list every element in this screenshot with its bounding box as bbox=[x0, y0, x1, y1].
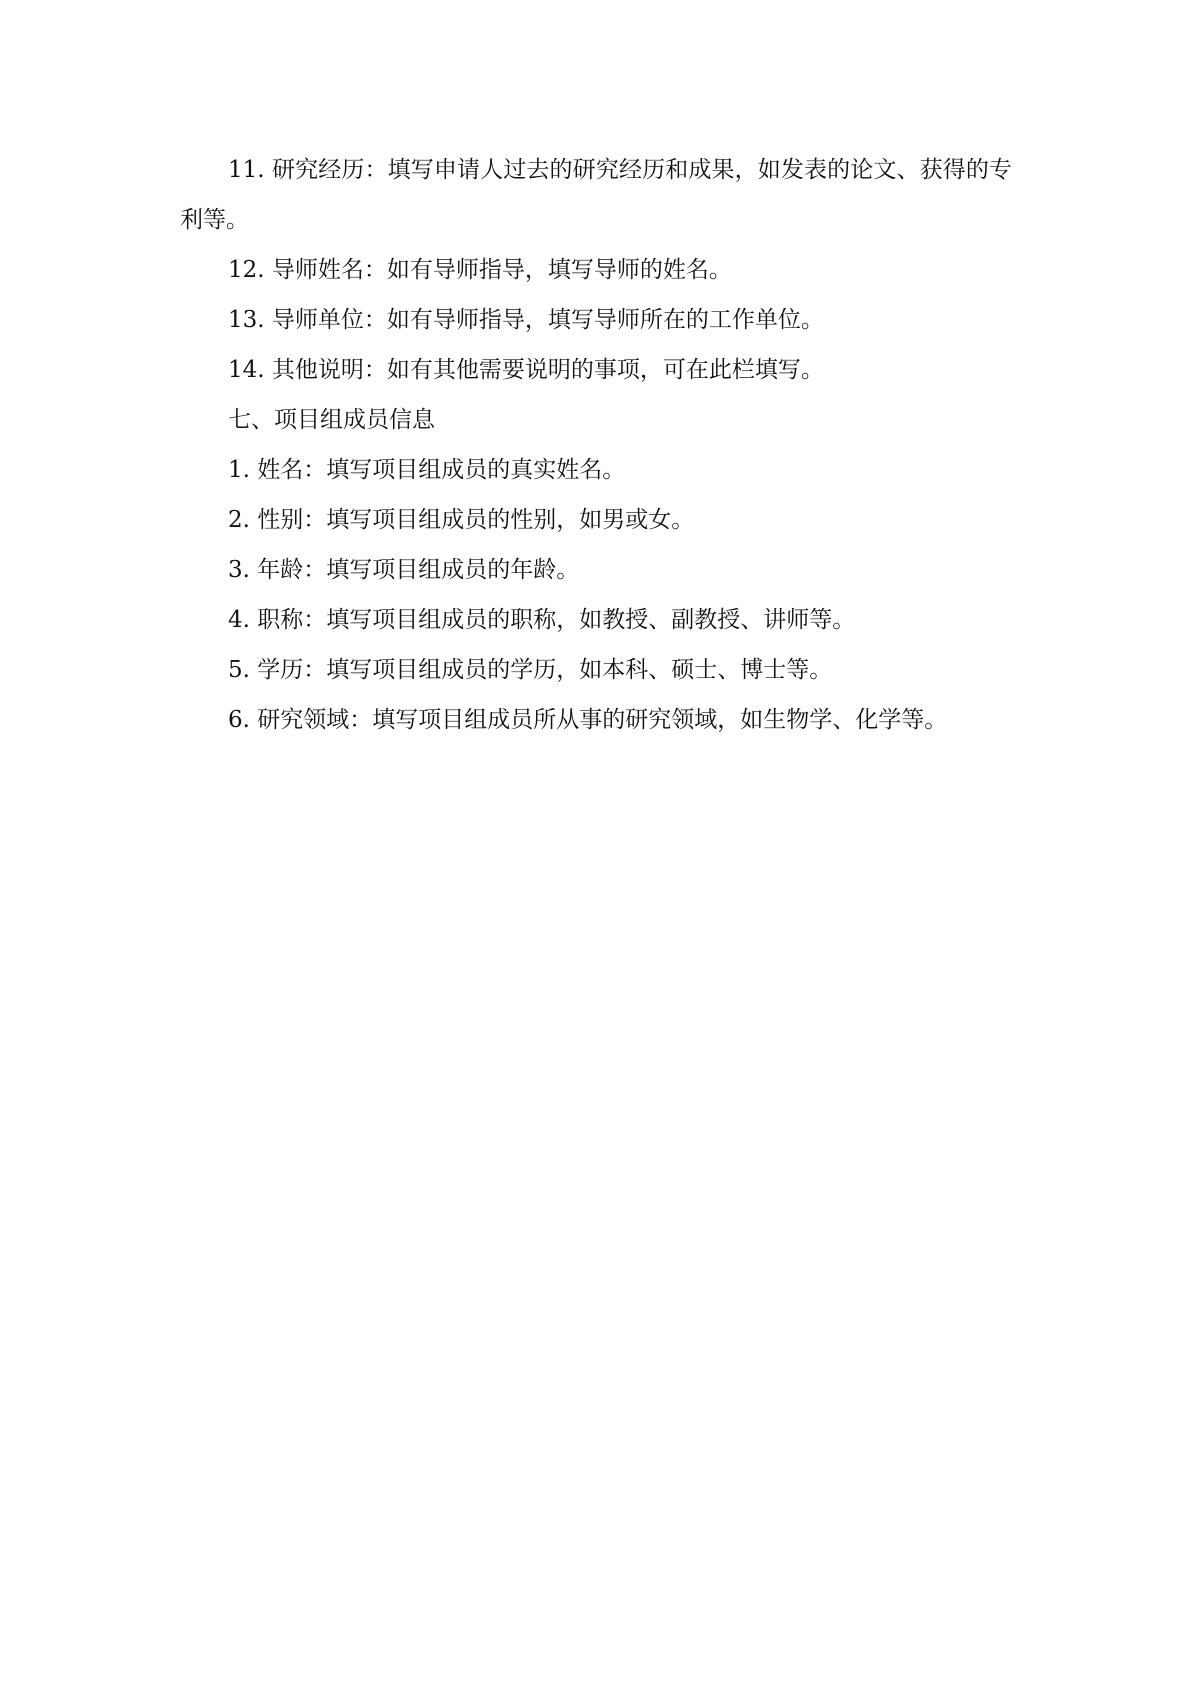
document-body bbox=[180, 145, 1012, 745]
item-member-research-field: 6. 研究领域：填写项目组成员所从事的研究领域，如生物学、化学等。 bbox=[228, 707, 948, 733]
item-member-name: 1. 姓名：填写项目组成员的真实姓名。 bbox=[228, 457, 626, 483]
item-member-title: 4. 职称：填写项目组成员的职称，如教授、副教授、讲师等。 bbox=[228, 607, 856, 633]
item-member-gender: 2. 性别：填写项目组成员的性别，如男或女。 bbox=[228, 507, 695, 533]
item-other-notes: 14. 其他说明：如有其他需要说明的事项，可在此栏填写。 bbox=[228, 357, 824, 383]
item-member-age: 3. 年龄：填写项目组成员的年龄。 bbox=[228, 557, 580, 583]
item-research-experience: 11. 研究经历：填写申请人过去的研究经历和成果，如发表的论文、获得的专利等。 bbox=[180, 157, 1012, 233]
item-supervisor-name: 12. 导师姓名：如有导师指导，填写导师的姓名。 bbox=[228, 257, 732, 283]
item-supervisor-institution: 13. 导师单位：如有导师指导，填写导师所在的工作单位。 bbox=[228, 307, 824, 333]
section-heading-team-members: 七、项目组成员信息 bbox=[228, 407, 435, 433]
item-member-education: 5. 学历：填写项目组成员的学历，如本科、硕士、博士等。 bbox=[228, 657, 833, 683]
